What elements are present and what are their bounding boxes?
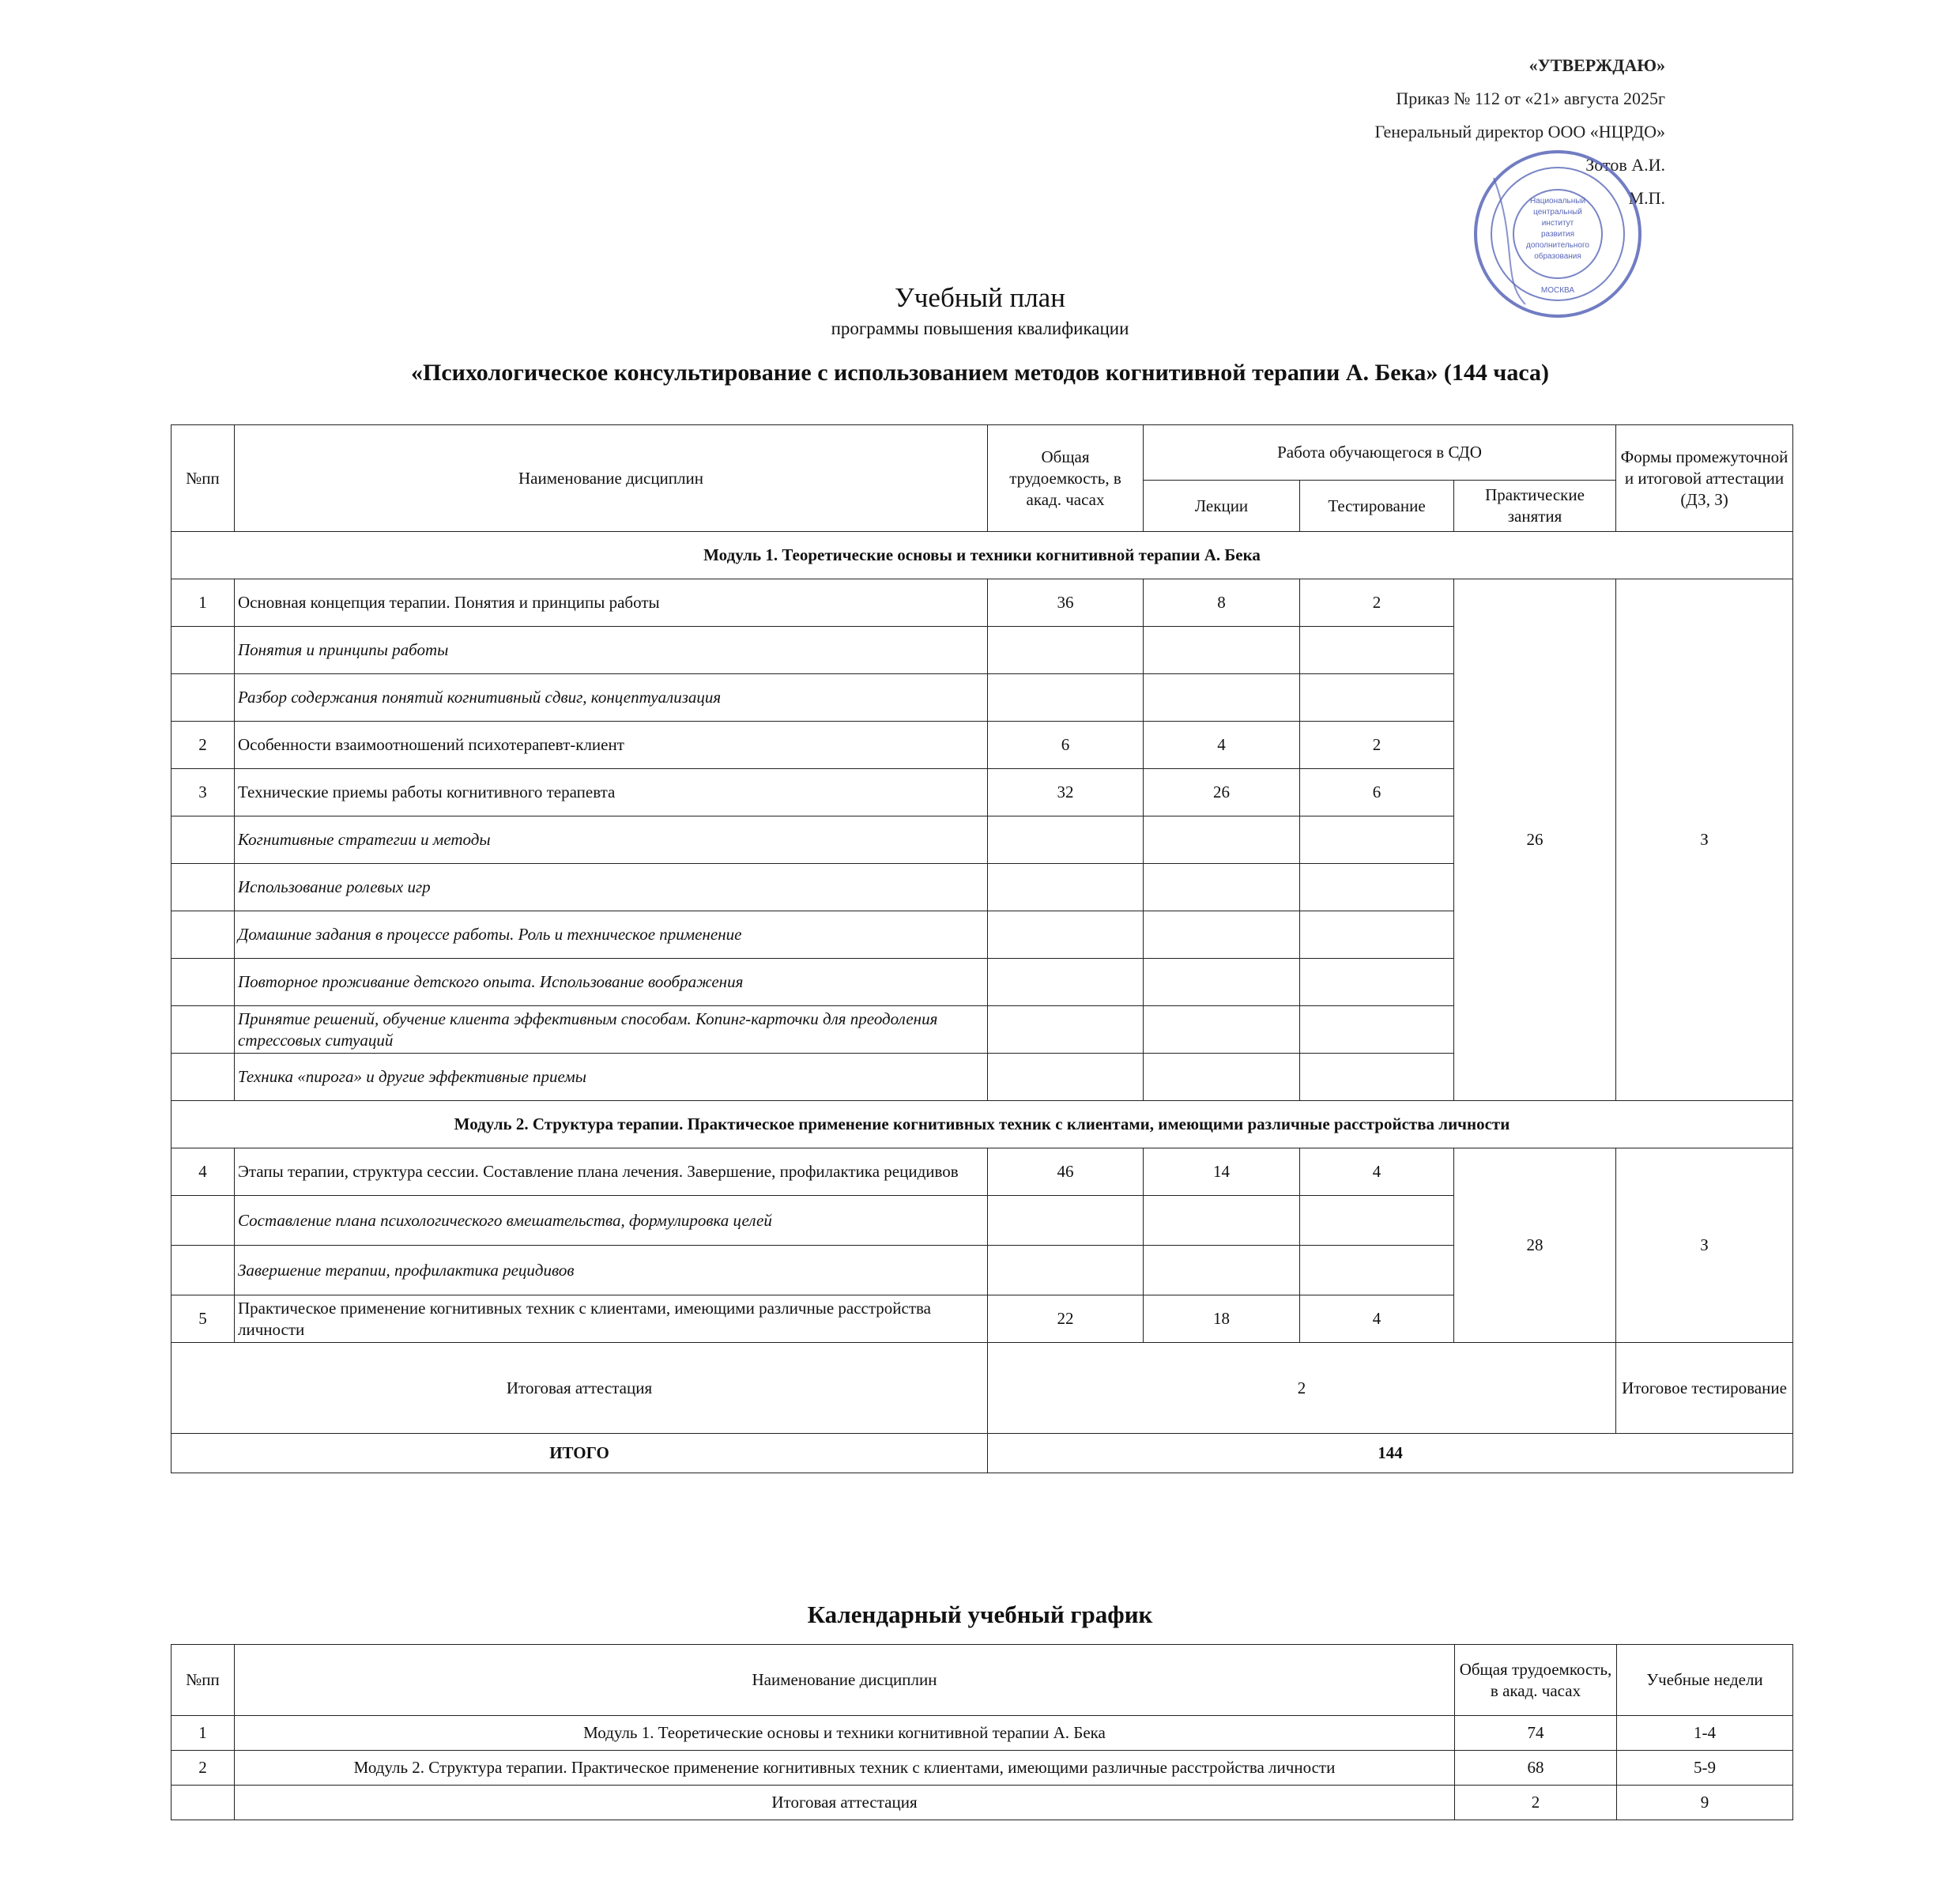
stamp-text: МОСКВА <box>1540 286 1575 295</box>
row-lectures <box>1144 627 1300 674</box>
cal-row-number <box>172 1786 235 1820</box>
row-lectures: 26 <box>1144 769 1300 816</box>
row-name: Повторное проживание детского опыта. Использование воображения <box>235 959 988 1006</box>
row-lectures <box>1144 959 1300 1006</box>
curriculum-table <box>171 424 1793 1473</box>
row-total-hours: 46 <box>988 1148 1144 1196</box>
row-name: Этапы терапии, структура сессии. Составление плана лечения. Завершение, профилактика рецидивов <box>235 1148 988 1196</box>
cal-row-weeks: 9 <box>1617 1786 1793 1820</box>
row-name: Когнитивные стратегии и методы <box>235 816 988 864</box>
stamp-text: развития <box>1540 230 1575 239</box>
row-name: Практическое применение когнитивных техник с клиентами, имеющими различные расстройства личности <box>235 1295 988 1343</box>
page-subtitle: программы повышения квалификации <box>831 319 1129 338</box>
row-lectures: 4 <box>1144 722 1300 769</box>
cal-header-name: Наименование дисциплин <box>235 1645 1455 1716</box>
stamp-text: Национальный <box>1529 197 1586 206</box>
cal-row-name: Модуль 1. Теоретические основы и техники когнитивной терапии А. Бека <box>235 1716 1455 1751</box>
header-total: Общая трудоемкость, в акад. часах <box>988 425 1144 532</box>
total-hours: 144 <box>988 1434 1793 1473</box>
row-testing <box>1300 816 1454 864</box>
row-testing <box>1300 864 1454 911</box>
stamp-text: дополнительного <box>1526 241 1589 250</box>
row-name: Разбор содержания понятий когнитивный сдвиг, концептуализация <box>235 674 988 722</box>
approval-seal-place: М.П. <box>1628 188 1665 208</box>
row-number: 1 <box>172 579 235 627</box>
row-name: Завершение терапии, профилактика рецидивов <box>235 1246 988 1295</box>
row-number <box>172 911 235 959</box>
final-attestation-hours: 2 <box>988 1343 1616 1434</box>
module-row <box>172 532 1793 579</box>
cal-row-weeks: 1-4 <box>1617 1716 1793 1751</box>
row-testing: 6 <box>1300 769 1454 816</box>
row-total-hours <box>988 864 1144 911</box>
row-testing <box>1300 911 1454 959</box>
module-title: Модуль 2. Структура терапии. Практическое применение когнитивных техник с клиентами, имеющими различные расстройства личности <box>172 1101 1793 1148</box>
row-name: Принятие решений, обучение клиента эффективным способам. Копинг-карточки для преодоления стрессовых ситуаций <box>235 1006 988 1054</box>
row-number <box>172 816 235 864</box>
cal-row-name: Итоговая аттестация <box>235 1786 1455 1820</box>
row-number: 5 <box>172 1295 235 1343</box>
row-testing <box>1300 1246 1454 1295</box>
row-testing <box>1300 627 1454 674</box>
row-lectures <box>1144 674 1300 722</box>
module-practice-hours: 26 <box>1454 579 1616 1101</box>
cal-row-weeks: 5-9 <box>1617 1751 1793 1786</box>
cal-row-name: Модуль 2. Структура терапии. Практическое применение когнитивных техник с клиентами, имеющими различные расстройства личности <box>235 1751 1455 1786</box>
module-title: Модуль 1. Теоретические основы и техники когнитивной терапии А. Бека <box>172 532 1793 579</box>
row-testing <box>1300 674 1454 722</box>
row-total-hours <box>988 627 1144 674</box>
final-attestation-form: Итоговое тестирование <box>1616 1343 1793 1434</box>
stamp-text: образования <box>1534 252 1581 261</box>
row-lectures <box>1144 911 1300 959</box>
header-practice: Практические занятия <box>1454 481 1616 532</box>
row-number <box>172 1196 235 1246</box>
approval-position: Генеральный директор ООО «НЦРДО» <box>1374 122 1665 141</box>
header-lectures: Лекции <box>1144 481 1300 532</box>
row-name: Основная концепция терапии. Понятия и принципы работы <box>235 579 988 627</box>
row-lectures <box>1144 1246 1300 1295</box>
row-total-hours: 36 <box>988 579 1144 627</box>
row-total-hours: 6 <box>988 722 1144 769</box>
row-lectures: 14 <box>1144 1148 1300 1196</box>
total-label: ИТОГО <box>172 1434 988 1473</box>
row-number: 3 <box>172 769 235 816</box>
row-name: Техника «пирога» и другие эффективные приемы <box>235 1054 988 1101</box>
stamp-text: центральный <box>1533 208 1582 217</box>
row-total-hours <box>988 816 1144 864</box>
final-attestation-row <box>172 1343 1793 1434</box>
row-testing <box>1300 1196 1454 1246</box>
calendar-title: Календарный учебный график <box>807 1601 1153 1628</box>
total-row <box>172 1434 1793 1473</box>
approval-name: Зотов А.И. <box>1585 155 1665 175</box>
row-name: Понятия и принципы работы <box>235 627 988 674</box>
row-testing <box>1300 1054 1454 1101</box>
row-testing <box>1300 1006 1454 1054</box>
page-title: Учебный план <box>895 282 1065 313</box>
approval-header: «УТВЕРЖДАЮ» <box>1528 55 1665 75</box>
row-name: Особенности взаимоотношений психотерапевт-клиент <box>235 722 988 769</box>
header-work: Работа обучающегося в СДО <box>1144 425 1616 481</box>
header-forms: Формы промежуточной и итоговой аттестации (ДЗ, З) <box>1616 425 1793 532</box>
row-testing <box>1300 959 1454 1006</box>
stamp-text: институт <box>1541 219 1574 228</box>
header-name: Наименование дисциплин <box>235 425 988 532</box>
row-number: 4 <box>172 1148 235 1196</box>
row-name: Технические приемы работы когнитивного терапевта <box>235 769 988 816</box>
row-lectures <box>1144 864 1300 911</box>
row-testing: 4 <box>1300 1295 1454 1343</box>
cal-header-weeks: Учебные недели <box>1617 1645 1793 1716</box>
calendar-row <box>172 1751 1793 1786</box>
row-number <box>172 1006 235 1054</box>
cal-header-total: Общая трудоемкость, в акад. часах <box>1455 1645 1617 1716</box>
row-testing: 4 <box>1300 1148 1454 1196</box>
row-number <box>172 1246 235 1295</box>
row-testing: 2 <box>1300 579 1454 627</box>
row-total-hours <box>988 674 1144 722</box>
row-number <box>172 959 235 1006</box>
row-name: Составление плана психологического вмешательства, формулировка целей <box>235 1196 988 1246</box>
row-total-hours <box>988 1054 1144 1101</box>
row-number <box>172 674 235 722</box>
header-testing: Тестирование <box>1300 481 1454 532</box>
cal-row-total-hours: 2 <box>1455 1786 1617 1820</box>
discipline-row <box>172 1148 1793 1196</box>
cal-header-num: №пп <box>172 1645 235 1716</box>
discipline-row <box>172 579 1793 627</box>
row-total-hours <box>988 1196 1144 1246</box>
row-lectures: 18 <box>1144 1295 1300 1343</box>
row-total-hours: 32 <box>988 769 1144 816</box>
approval-order: Приказ № 112 от «21» августа 2025г <box>1396 89 1665 108</box>
row-total-hours <box>988 911 1144 959</box>
row-number <box>172 1054 235 1101</box>
calendar-table <box>171 1644 1793 1820</box>
row-total-hours: 22 <box>988 1295 1144 1343</box>
header-num: №пп <box>172 425 235 532</box>
program-title: «Психологическое консультирование с использованием методов когнитивной терапии А. Бека» (144 часа) <box>410 360 1549 386</box>
row-number <box>172 864 235 911</box>
row-total-hours <box>988 959 1144 1006</box>
cal-row-total-hours: 74 <box>1455 1716 1617 1751</box>
row-testing: 2 <box>1300 722 1454 769</box>
row-total-hours <box>988 1006 1144 1054</box>
calendar-row <box>172 1786 1793 1820</box>
cal-row-number: 1 <box>172 1716 235 1751</box>
module-assessment-form: З <box>1616 1148 1793 1343</box>
module-practice-hours: 28 <box>1454 1148 1616 1343</box>
module-row <box>172 1101 1793 1148</box>
row-number: 2 <box>172 722 235 769</box>
final-attestation-label: Итоговая аттестация <box>172 1343 988 1434</box>
row-lectures <box>1144 1006 1300 1054</box>
row-lectures <box>1144 816 1300 864</box>
row-name: Использование ролевых игр <box>235 864 988 911</box>
cal-row-number: 2 <box>172 1751 235 1786</box>
module-assessment-form: З <box>1616 579 1793 1101</box>
row-lectures: 8 <box>1144 579 1300 627</box>
cal-row-total-hours: 68 <box>1455 1751 1617 1786</box>
calendar-row <box>172 1716 1793 1751</box>
row-total-hours <box>988 1246 1144 1295</box>
row-number <box>172 627 235 674</box>
row-lectures <box>1144 1054 1300 1101</box>
row-lectures <box>1144 1196 1300 1246</box>
row-name: Домашние задания в процессе работы. Роль и техническое применение <box>235 911 988 959</box>
